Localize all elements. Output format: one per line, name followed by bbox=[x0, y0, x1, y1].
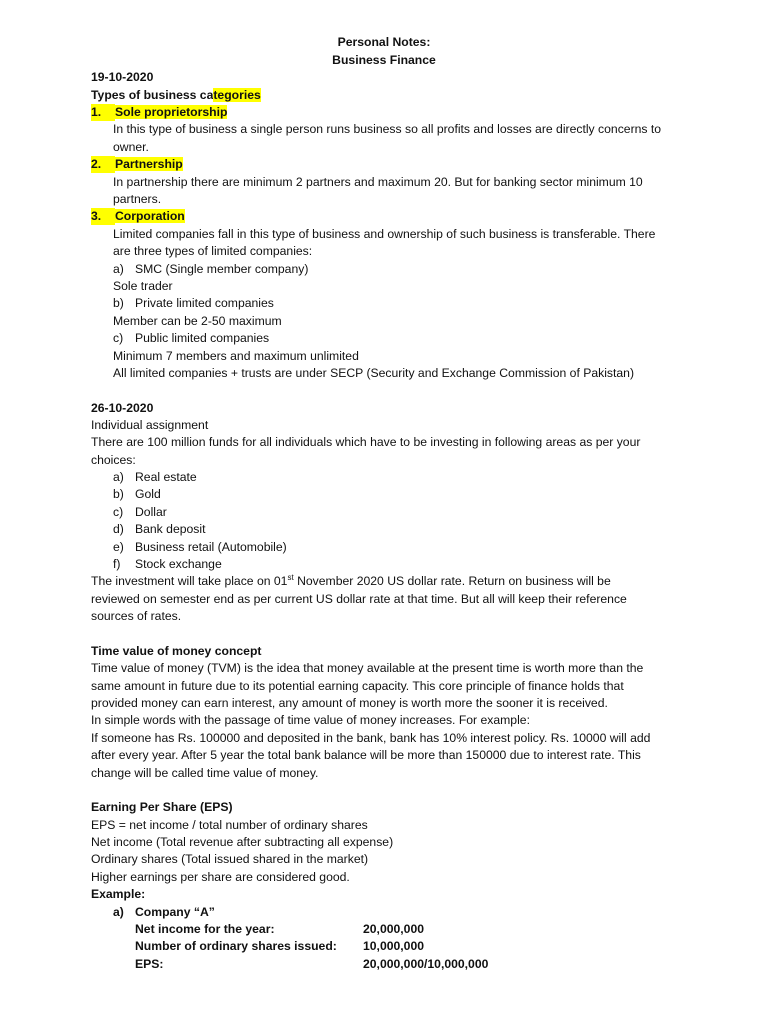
list-item: a) Real estate bbox=[113, 470, 197, 484]
highlight: Sole proprietorship bbox=[115, 105, 228, 119]
paragraph-line: after every year. After 5 year the total bank balance will be more than 150000 due to interest rate. This bbox=[91, 748, 641, 762]
section-heading: Time value of money concept bbox=[91, 644, 262, 658]
doc-subtitle: Business Finance bbox=[332, 53, 436, 67]
paragraph-line: All limited companies + trusts are under SECP (Security and Exchange Commission of Pakistan) bbox=[113, 366, 635, 380]
list-item-sole-proprietorship: 1. Sole proprietorship bbox=[91, 104, 227, 121]
eps-row-value: 20,000,000 bbox=[363, 922, 424, 936]
paragraph-line: There are 100 million funds for all individuals which have to be investing in following areas as per your bbox=[91, 435, 641, 449]
eps-row-value: 10,000,000 bbox=[363, 939, 424, 953]
paragraph-line: Higher earnings per share are considered good. bbox=[91, 870, 350, 884]
paragraph-line: choices: bbox=[91, 453, 136, 467]
sub-item: a) SMC (Single member company) bbox=[113, 262, 309, 276]
example-company: a) Company “A” bbox=[113, 905, 215, 919]
paragraph-line: are three types of limited companies: bbox=[113, 244, 313, 258]
paragraph-line: Minimum 7 members and maximum unlimited bbox=[113, 349, 359, 363]
paragraph-line: same amount in future due to its potential earning capacity. This core principle of finance holds that bbox=[91, 679, 624, 693]
section-heading: Earning Per Share (EPS) bbox=[91, 800, 233, 814]
list-item: d) Bank deposit bbox=[113, 522, 206, 536]
list-item-partnership: 2. Partnership bbox=[91, 156, 183, 173]
paragraph-line: Time value of money (TVM) is the idea that money available at the present time is worth more than the bbox=[91, 661, 644, 675]
paragraph-line: EPS = net income / total number of ordinary shares bbox=[91, 818, 368, 832]
paragraph-line: In partnership there are minimum 2 partners and maximum 20. But for banking sector minimum 10 bbox=[113, 175, 643, 189]
example-label: Example: bbox=[91, 887, 146, 901]
paragraph-line: Net income (Total revenue after subtracting all expense) bbox=[91, 835, 394, 849]
paragraph-line: Sole trader bbox=[113, 279, 173, 293]
sub-item: b) Private limited companies bbox=[113, 296, 274, 310]
paragraph-line: sources of rates. bbox=[91, 609, 182, 623]
paragraph-line: owner. bbox=[113, 140, 149, 154]
list-item-corporation: 3. Corporation bbox=[91, 208, 185, 225]
paragraph-line: partners. bbox=[113, 192, 162, 206]
sub-item: c) Public limited companies bbox=[113, 331, 270, 345]
highlight: Corporation bbox=[115, 209, 185, 223]
paragraph-line: change will be called time value of money. bbox=[91, 766, 319, 780]
eps-row-label: EPS: bbox=[135, 957, 164, 971]
paragraph-line: In simple words with the passage of time value of money increases. For example: bbox=[91, 713, 530, 727]
eps-row-label: Net income for the year: bbox=[135, 922, 275, 936]
paragraph-line: provided money can earn interest, any amount of money is worth more the sooner it is received. bbox=[91, 696, 608, 710]
paragraph-line: reviewed on semester end as per current US dollar rate at that time. But all will keep their reference bbox=[91, 592, 627, 606]
list-item: e) Business retail (Automobile) bbox=[113, 540, 287, 554]
list-item: b) Gold bbox=[113, 487, 161, 501]
list-item: f) Stock exchange bbox=[113, 557, 222, 571]
doc-title: Personal Notes: bbox=[337, 35, 431, 49]
paragraph-line: Member can be 2-50 maximum bbox=[113, 314, 282, 328]
section-date: 26-10-2020 bbox=[91, 401, 154, 415]
eps-row-label: Number of ordinary shares issued: bbox=[135, 939, 337, 953]
section-heading: Individual assignment bbox=[91, 418, 209, 432]
paragraph-line: If someone has Rs. 100000 and deposited in the bank, bank has 10% interest policy. Rs. 10000 will add bbox=[91, 731, 651, 745]
highlight: Partnership bbox=[115, 157, 183, 171]
section-date: 19-10-2020 bbox=[91, 70, 154, 84]
eps-row-value: 20,000,000/10,000,000 bbox=[363, 957, 489, 971]
paragraph-line: In this type of business a single person runs business so all profits and losses are directly concerns to bbox=[113, 122, 662, 136]
paragraph-line: The investment will take place on 01st November 2020 US dollar rate. Return on business will be bbox=[91, 572, 611, 588]
paragraph-line: Limited companies fall in this type of business and ownership of such business is transferable. There bbox=[113, 227, 656, 241]
paragraph-line: Ordinary shares (Total issued shared in the market) bbox=[91, 852, 369, 866]
section-heading: Types of business categories bbox=[91, 88, 261, 102]
list-item: c) Dollar bbox=[113, 505, 167, 519]
highlight: tegories bbox=[213, 88, 261, 102]
